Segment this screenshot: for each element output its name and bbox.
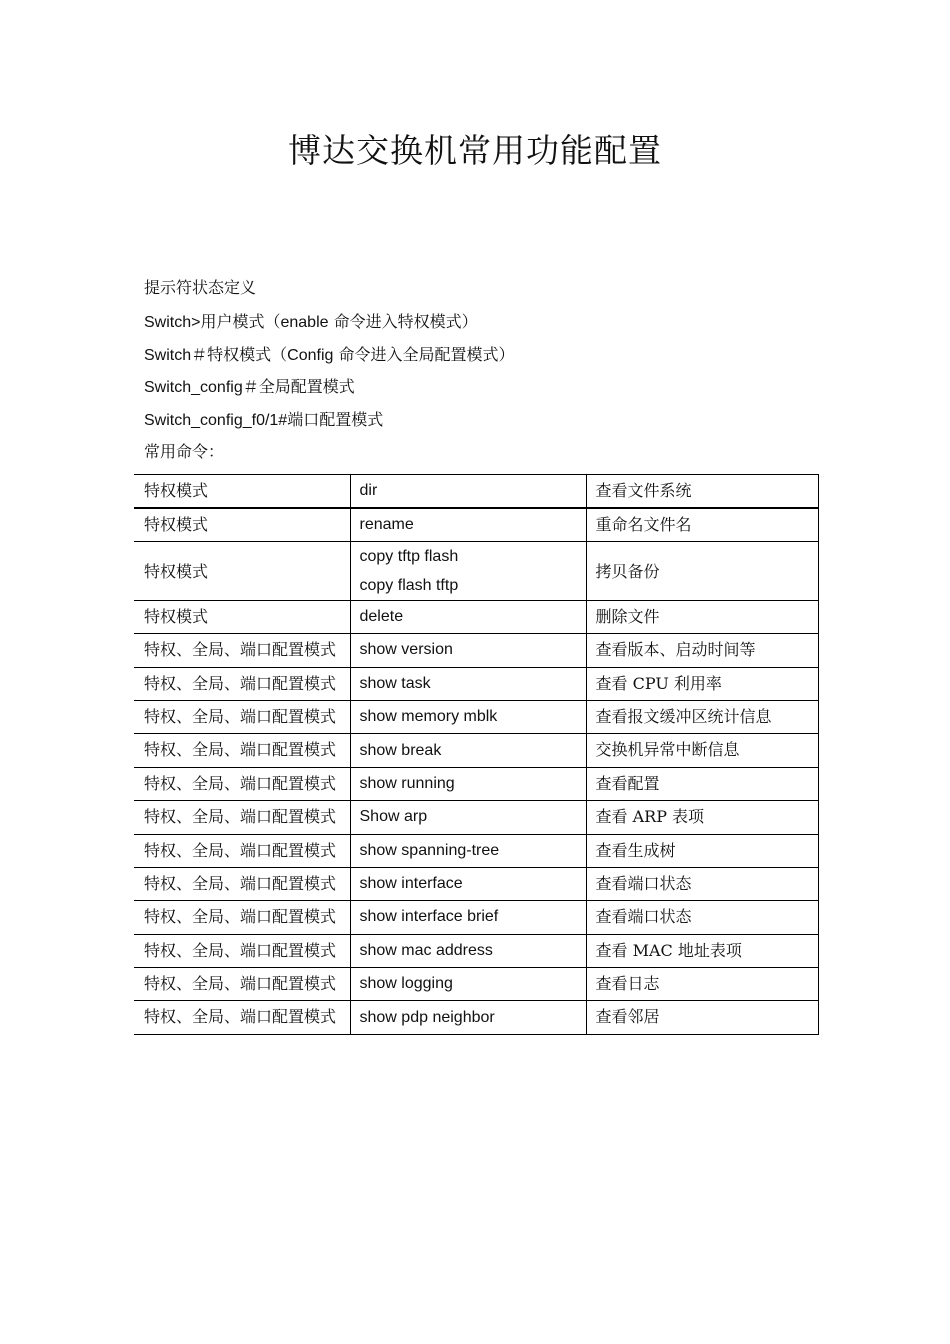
command-cell: Show arp bbox=[350, 801, 586, 834]
table-row bbox=[134, 475, 818, 508]
prompt-line-user-mode bbox=[144, 311, 478, 334]
prompt-prefix: Switch_config_f0/1# bbox=[144, 412, 288, 429]
mode-cell: 特权模式 bbox=[134, 475, 350, 508]
mode-cell: 特权模式 bbox=[134, 508, 350, 541]
description-cell: 拷贝备份 bbox=[586, 541, 818, 600]
prompt-text: 端口配置模式 bbox=[287, 410, 384, 429]
prompt-prefix: Switch_config bbox=[144, 379, 243, 396]
command-cell: show interface brief bbox=[350, 901, 586, 934]
mode-cell: 特权、全局、端口配置模式 bbox=[134, 801, 350, 834]
prompt-text: 用户模式（ bbox=[200, 312, 281, 331]
prompt-command: Config bbox=[287, 347, 334, 364]
prompt-prefix: Switch> bbox=[144, 314, 201, 331]
table-row bbox=[134, 801, 818, 834]
description-cell: 删除文件 bbox=[586, 600, 818, 633]
prompt-line-global-config bbox=[144, 376, 355, 399]
command-table bbox=[134, 474, 819, 1035]
command-cell bbox=[350, 541, 586, 600]
description-cell: 查看 CPU 利用率 bbox=[586, 667, 818, 700]
command-cell: show logging bbox=[350, 968, 586, 1001]
mode-cell: 特权、全局、端口配置模式 bbox=[134, 700, 350, 733]
common-commands-label: 常用命令： bbox=[144, 442, 225, 461]
description-cell: 查看配置 bbox=[586, 767, 818, 800]
description-cell: 查看端口状态 bbox=[586, 867, 818, 900]
command-cell: show spanning-tree bbox=[350, 834, 586, 867]
mode-cell: 特权模式 bbox=[134, 541, 350, 600]
table-row bbox=[134, 1001, 818, 1034]
prompt-command: enable bbox=[280, 314, 329, 331]
table-row bbox=[134, 968, 818, 1001]
description-cell: 查看 ARP 表项 bbox=[586, 801, 818, 834]
mode-cell: 特权、全局、端口配置模式 bbox=[134, 867, 350, 900]
prompt-line-privileged-mode bbox=[144, 344, 514, 367]
mode-cell: 特权、全局、端口配置模式 bbox=[134, 968, 350, 1001]
command-line: copy tftp flash bbox=[359, 547, 459, 565]
command-cell: show task bbox=[350, 667, 586, 700]
command-cell: rename bbox=[350, 508, 586, 541]
table-row bbox=[134, 600, 818, 633]
prompt-line-port-config bbox=[144, 409, 383, 432]
description-cell: 查看邻居 bbox=[586, 1001, 818, 1034]
command-cell: show memory mblk bbox=[350, 700, 586, 733]
table-row bbox=[134, 934, 818, 967]
table-row bbox=[134, 834, 818, 867]
description-cell: 查看文件系统 bbox=[586, 475, 818, 508]
mode-cell: 特权、全局、端口配置模式 bbox=[134, 1001, 350, 1034]
description-cell: 查看版本、启动时间等 bbox=[586, 634, 818, 667]
prompt-text: ＃全局配置模式 bbox=[242, 377, 355, 396]
command-cell: delete bbox=[350, 600, 586, 633]
mode-cell: 特权模式 bbox=[134, 600, 350, 633]
command-cell: show pdp neighbor bbox=[350, 1001, 586, 1034]
description-cell: 重命名文件名 bbox=[586, 508, 818, 541]
table-row bbox=[134, 734, 818, 767]
description-cell: 查看日志 bbox=[586, 968, 818, 1001]
description-cell: 查看端口状态 bbox=[586, 901, 818, 934]
mode-cell: 特权、全局、端口配置模式 bbox=[134, 734, 350, 767]
command-cell: show break bbox=[350, 734, 586, 767]
mode-cell: 特权、全局、端口配置模式 bbox=[134, 934, 350, 967]
description-cell: 查看 MAC 地址表项 bbox=[586, 934, 818, 967]
prompt-text-tail: 命令进入全局配置模式） bbox=[333, 345, 515, 364]
table-row bbox=[134, 508, 818, 541]
prompt-prefix: Switch bbox=[144, 347, 192, 364]
table-row bbox=[134, 700, 818, 733]
description-cell: 交换机异常中断信息 bbox=[586, 734, 818, 767]
mode-cell: 特权、全局、端口配置模式 bbox=[134, 634, 350, 667]
table-row bbox=[134, 667, 818, 700]
prompt-text: ＃特权模式（ bbox=[191, 345, 288, 364]
prompt-text-tail: 命令进入特权模式） bbox=[328, 312, 478, 331]
mode-cell: 特权、全局、端口配置模式 bbox=[134, 767, 350, 800]
command-cell: show interface bbox=[350, 867, 586, 900]
prompt-definition-heading: 提示符状态定义 bbox=[144, 278, 257, 297]
table-row bbox=[134, 634, 818, 667]
command-cell: show version bbox=[350, 634, 586, 667]
mode-cell: 特权、全局、端口配置模式 bbox=[134, 667, 350, 700]
table-row bbox=[134, 541, 818, 600]
mode-cell: 特权、全局、端口配置模式 bbox=[134, 834, 350, 867]
command-cell: show mac address bbox=[350, 934, 586, 967]
command-cell: show running bbox=[350, 767, 586, 800]
table-row bbox=[134, 901, 818, 934]
mode-cell: 特权、全局、端口配置模式 bbox=[134, 901, 350, 934]
page-title: 博达交换机常用功能配置 bbox=[288, 131, 662, 170]
table-row bbox=[134, 867, 818, 900]
description-cell: 查看生成树 bbox=[586, 834, 818, 867]
table-row bbox=[134, 767, 818, 800]
command-line: copy flash tftp bbox=[359, 576, 459, 594]
description-cell: 查看报文缓冲区统计信息 bbox=[586, 700, 818, 733]
command-cell: dir bbox=[350, 475, 586, 508]
